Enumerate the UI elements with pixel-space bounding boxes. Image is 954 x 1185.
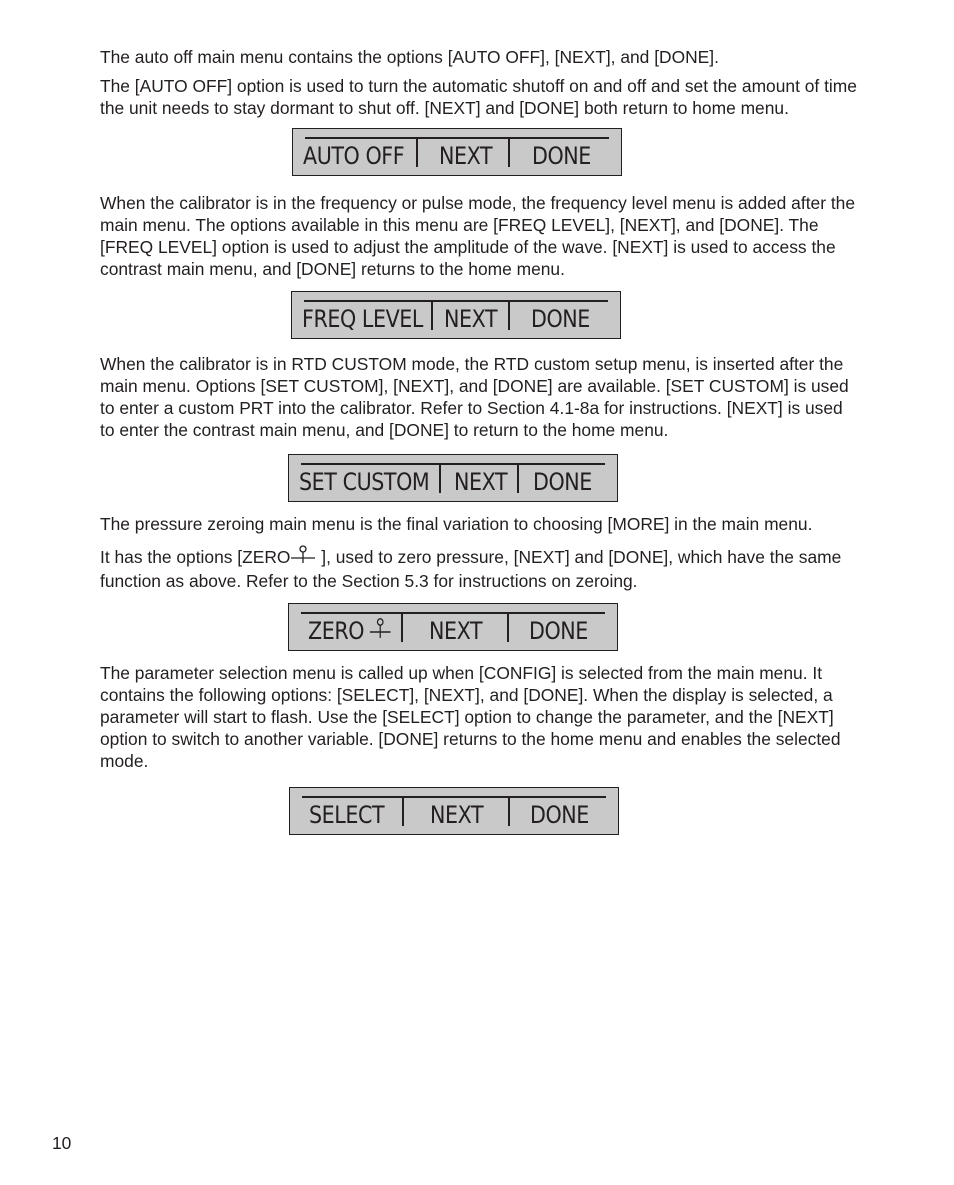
lcd-display-auto-off [292, 128, 622, 176]
zero-pressure-icon [369, 617, 391, 645]
lcd-option-zero-label: ZERO [308, 617, 365, 645]
lcd-option-freq-level: FREQ LEVEL [302, 305, 423, 333]
lcd-option-done: DONE [532, 142, 591, 170]
lcd-option-next: NEXT [454, 468, 508, 496]
lcd-option-set-custom: SET CUSTOM [299, 468, 430, 496]
lcd-option-next: NEXT [439, 142, 493, 170]
lcd-option-auto-off: AUTO OFF [303, 142, 405, 170]
lcd-display-select [289, 787, 619, 835]
lcd-display-freq-level [291, 291, 621, 339]
lcd-option-done: DONE [530, 801, 589, 829]
paragraph-pressure-zeroing: The pressure zeroing main menu is the final variation to choosing [MORE] in the main menu. [100, 514, 813, 534]
lcd-display-zero [288, 603, 618, 651]
lcd-separator [416, 137, 418, 167]
lcd-option-zero [308, 612, 392, 651]
paragraph-auto-off-intro: The auto off main menu contains the options [AUTO OFF], [NEXT], and [DONE]. [100, 47, 719, 67]
page-number: 10 [52, 1133, 72, 1153]
lcd-separator [431, 300, 433, 330]
lcd-option-done: DONE [529, 617, 588, 645]
lcd-option-select: SELECT [309, 801, 385, 829]
lcd-option-done: DONE [531, 305, 590, 333]
paragraph-freq-level: When the calibrator is in the frequency or pulse mode, the frequency level menu is added after the main menu. The options available in this menu are [FREQ LEVEL], [NEXT], and [DONE]. The [FREQ LEVEL] option is used to adjust the amplitude of the wave. [NEXT] is used to access the contrast main menu, and [DONE] returns to the home menu. [100, 193, 855, 279]
zero-pressure-icon [290, 545, 316, 570]
paragraph-zero-options-part2: ], used to zero pressure, [NEXT] and [DONE], which have the same function as above. Refer to the Section 5.3 for instructions on zeroing. [100, 547, 842, 591]
paragraph-rtd-custom: When the calibrator is in RTD CUSTOM mode, the RTD custom setup menu, is inserted after the main menu. Options [SET CUSTOM], [NEXT], and [DONE] are available. [SET CUSTOM] is used to enter a custom PRT into the calibrator. Refer to Section 4.1-8a for instructions. [NEXT] is used to enter the contrast main menu, and [DONE] to return to the home menu. [100, 354, 849, 440]
lcd-separator [508, 300, 510, 330]
paragraph-parameter-selection: The parameter selection menu is called up when [CONFIG] is selected from the main menu. It contains the following options: [SELECT], [NEXT], and [DONE]. When the display is selected, a parameter will start to flash. Use the [SELECT] option to change the parameter, and the [NEXT] option to switch to another variable. [DONE] returns to the home menu and enables the selected mode. [100, 663, 841, 771]
lcd-separator [439, 463, 441, 493]
lcd-separator [401, 612, 403, 642]
paragraph-zero-options-part1: It has the options [ZERO [100, 547, 291, 567]
lcd-option-done: DONE [533, 468, 592, 496]
lcd-option-next: NEXT [430, 801, 484, 829]
paragraph-zero-options [100, 545, 860, 592]
lcd-option-next: NEXT [429, 617, 483, 645]
lcd-separator [508, 796, 510, 826]
paragraph-auto-off-description: The [AUTO OFF] option is used to turn the automatic shutoff on and off and set the amount of time the unit needs to stay dormant to shut off. [NEXT] and [DONE] both return to home menu. [100, 76, 857, 118]
lcd-separator [508, 137, 510, 167]
lcd-display-set-custom [288, 454, 618, 502]
lcd-separator [517, 463, 519, 493]
lcd-separator [507, 612, 509, 642]
lcd-separator [402, 796, 404, 826]
lcd-option-next: NEXT [444, 305, 498, 333]
